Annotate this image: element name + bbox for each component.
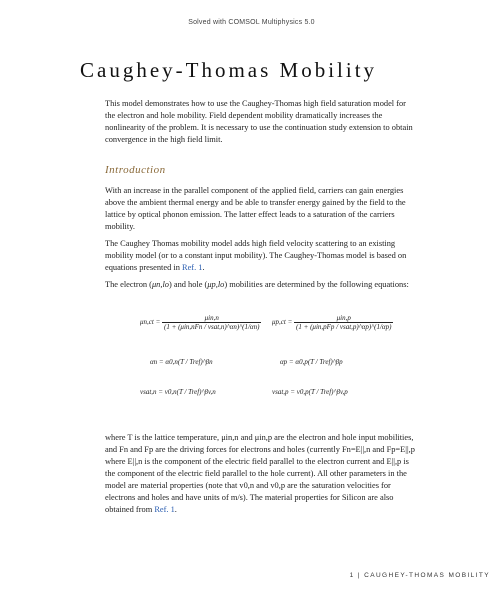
footer-label: CAUGHEY-THOMAS MOBILITY xyxy=(364,572,490,579)
vsat-n-equation: vsat,n = v0,n(T / Tref)^βv,n xyxy=(140,388,216,396)
mu-p-equation: μp,ct = $\frac{\text{μin,p}}{\text{(1 + (μin,pFp / vsat,p)\textasciicircum{}αp)\textasciicircum{}(1/αp)}}$ xyxy=(272,314,392,331)
alpha-n-equation: αn = α0,n(T / Tref)^βn xyxy=(150,358,213,366)
paragraph-1: With an increase in the parallel component of the applied field, carriers can gain energies above the ambient thermal energy and be able to transfer energy gained by the field to the lattice by optical phonon emission. The latter effect leads to a saturation of the carriers mobility. xyxy=(105,186,406,231)
paragraph-3: The electron (μn,lo) and hole (μp,lo) mobilities are determined by the following equations: xyxy=(105,280,409,289)
ref-link[interactable]: Ref. 1 xyxy=(154,505,175,514)
footer-separator: | xyxy=(357,572,361,579)
equations-block xyxy=(140,314,440,394)
paragraph-4: where T is the lattice temperature, μin,n and μin,p are the electron and hole input mobilities, and Fn and Fp are the driving forces for electrons and holes (currently Fn=E||,n and Fp=E||,p where E||,n is the component of the electric field parallel to the electron current and E||,p is the component of the electric field parallel to the hole current). All other parameters in the model are material properties (note that v0,n and v0,p are the saturation velocities for electrons and holes and have units of m/s). The material properties for Silicon are also obtained from Ref. 1. xyxy=(105,433,415,514)
page-footer xyxy=(300,572,490,579)
ref-link[interactable]: Ref. 1 xyxy=(181,263,203,272)
page-number: 1 xyxy=(349,572,355,579)
section-heading: Introduction xyxy=(105,164,166,176)
intro-paragraph: This model demonstrates how to use the Caughey-Thomas high field saturation model for the electron and hole mobility. Field dependent mobility dramatically increases the nonlinearity of the problem. It is necessary to use the continuation study extension to obtain convergence in the high field limit. xyxy=(105,99,413,144)
page-header: Solved with COMSOL Multiphysics 5.0 xyxy=(188,19,315,26)
mu-n-equation: μn,ct = $\frac{\text{μin,n}}{\text{(1 + (μin,nFn / vsat,n)\textasciicircum{}αn)\textasciicircum{}(1/αn)}}$ xyxy=(140,314,260,331)
alpha-p-equation: αp = α0,p(T / Tref)^βp xyxy=(280,358,343,366)
paragraph-2: The Caughey Thomas mobility model adds high field velocity scattering to an existing mobility model (or to a constant input mobility). The Caughey-Thomas model is based on equations presented in Ref. 1. xyxy=(105,239,407,272)
vsat-p-equation: vsat,p = v0,p(T / Tref)^βv,p xyxy=(272,388,348,396)
document-title: Caughey-Thomas Mobility xyxy=(80,58,378,82)
